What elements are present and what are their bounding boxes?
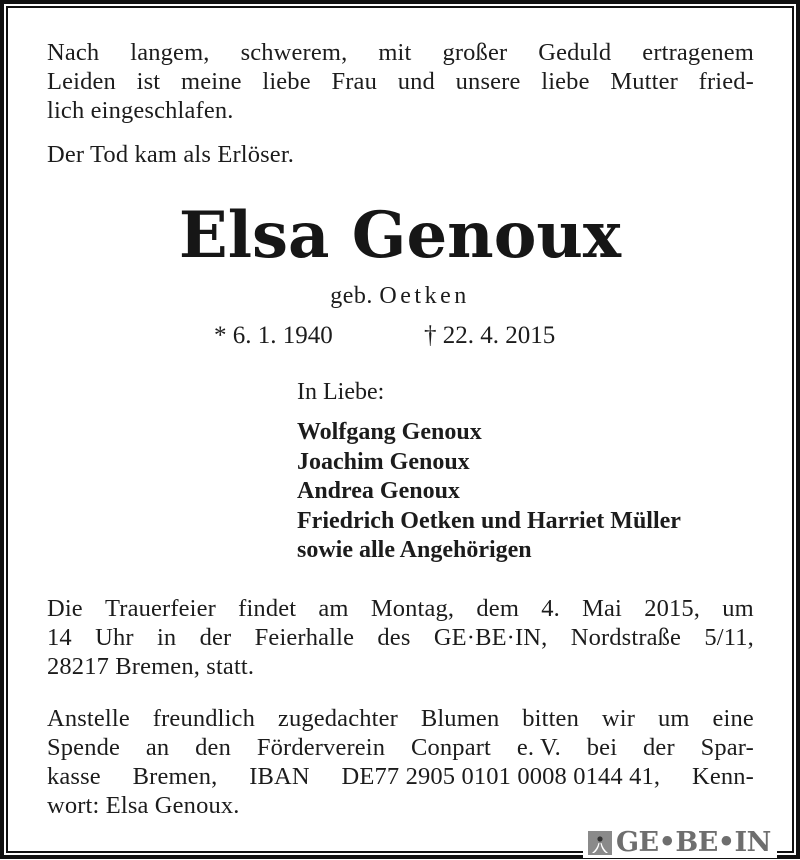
word: langem, — [130, 39, 210, 66]
mourner-name: Joachim Genoux — [297, 448, 470, 475]
mourner-name: Wolfgang Genoux — [297, 419, 482, 445]
word: Feierhalle — [254, 624, 355, 651]
mourner-name: Andrea Genoux — [297, 478, 460, 504]
word: Spar- — [700, 734, 754, 761]
word: findet — [238, 595, 297, 622]
word: an — [145, 734, 170, 761]
mourners-list — [297, 418, 681, 566]
birth-date — [214, 322, 333, 350]
word: Uhr — [95, 624, 134, 651]
gebein-logo — [583, 828, 777, 858]
word: freundlich — [152, 705, 255, 732]
gebein-figure-icon — [588, 831, 612, 855]
word: 4. — [541, 595, 560, 622]
word: des — [377, 624, 411, 651]
word: ertragenem — [642, 39, 754, 66]
donation-line-1 — [47, 704, 754, 733]
word: wir — [601, 705, 636, 732]
birth-date-value: 6. 1. 1940 — [232, 322, 333, 349]
word: großer — [442, 39, 508, 66]
word: Förderverein — [256, 734, 386, 761]
funeral-paragraph — [47, 594, 754, 681]
word: bei — [586, 734, 618, 761]
word: und — [397, 68, 435, 95]
donation-paragraph — [47, 704, 754, 820]
intro-paragraph — [47, 38, 754, 125]
word: schwerem, — [240, 39, 348, 66]
word: mit — [378, 39, 412, 66]
mourner-name: Friedrich Oetken und Harriet Müller — [297, 507, 681, 534]
maiden-name: Oetken — [379, 283, 470, 309]
word: IBAN — [249, 763, 310, 790]
word: e. V. — [516, 734, 561, 761]
word: dem — [476, 595, 520, 622]
word: bitten — [522, 705, 579, 732]
word: zugedachter — [277, 705, 398, 732]
word: in — [156, 624, 177, 651]
word: Montag, — [370, 595, 455, 622]
word: DE77 2905 0101 0008 0144 41, — [341, 763, 661, 790]
word: ist — [136, 68, 161, 95]
word: den — [195, 734, 231, 761]
word: 5/11, — [704, 624, 754, 651]
word: unsere — [455, 68, 521, 95]
funeral-line-2 — [47, 623, 754, 652]
maiden-prefix: geb. — [330, 283, 373, 309]
birth-star-icon: * — [214, 322, 227, 349]
word: Die — [47, 595, 83, 622]
death-cross-icon: † — [424, 322, 437, 349]
intro-line-1 — [47, 38, 754, 67]
mourners-heading: In Liebe: — [297, 379, 385, 405]
intro-line-2 — [47, 67, 754, 96]
word: fried- — [698, 68, 754, 95]
maiden-name-line — [0, 282, 800, 310]
word: um — [657, 705, 690, 732]
word: der — [643, 734, 675, 761]
gebein-logo-text: GE•BE•IN — [616, 827, 771, 858]
word: Kenn- — [691, 763, 754, 790]
release-line: Der Tod kam als Erlöser. — [47, 141, 295, 168]
word: GE·BE·IN, — [433, 624, 548, 651]
word: Frau — [331, 68, 377, 95]
word: 2015, — [644, 595, 701, 622]
death-date — [424, 322, 555, 350]
word: Anstelle — [47, 705, 130, 732]
word: 14 — [47, 624, 72, 651]
word: der — [199, 624, 232, 651]
death-date-value: 22. 4. 2015 — [442, 322, 556, 349]
word: kasse — [47, 763, 101, 790]
word: Mutter — [610, 68, 678, 95]
funeral-line-1 — [47, 594, 754, 623]
word: liebe — [541, 68, 590, 95]
donation-line-2 — [47, 733, 754, 762]
word: liebe — [262, 68, 311, 95]
word: Trauerfeier — [105, 595, 216, 622]
word: Conpart — [411, 734, 491, 761]
word: eine — [712, 705, 754, 732]
word: Nach — [47, 39, 100, 66]
word: Blumen — [420, 705, 500, 732]
donation-line-4: wort: Elsa Genoux. — [47, 792, 240, 819]
funeral-line-3: 28217 Bremen, statt. — [47, 653, 255, 680]
donation-line-3 — [47, 762, 754, 791]
word: um — [722, 595, 754, 622]
word: am — [318, 595, 349, 622]
word: Leiden — [47, 68, 116, 95]
intro-line-3: lich eingeschlafen. — [47, 97, 234, 124]
mourner-name: sowie alle Angehörigen — [297, 537, 532, 563]
word: Nordstraße — [570, 624, 682, 651]
word: Bremen, — [132, 763, 218, 790]
word: Mai — [582, 595, 623, 622]
word: Geduld — [538, 39, 612, 66]
deceased-name: Elsa Genoux — [178, 198, 622, 273]
word: meine — [181, 68, 242, 95]
word: Spende — [47, 734, 121, 761]
